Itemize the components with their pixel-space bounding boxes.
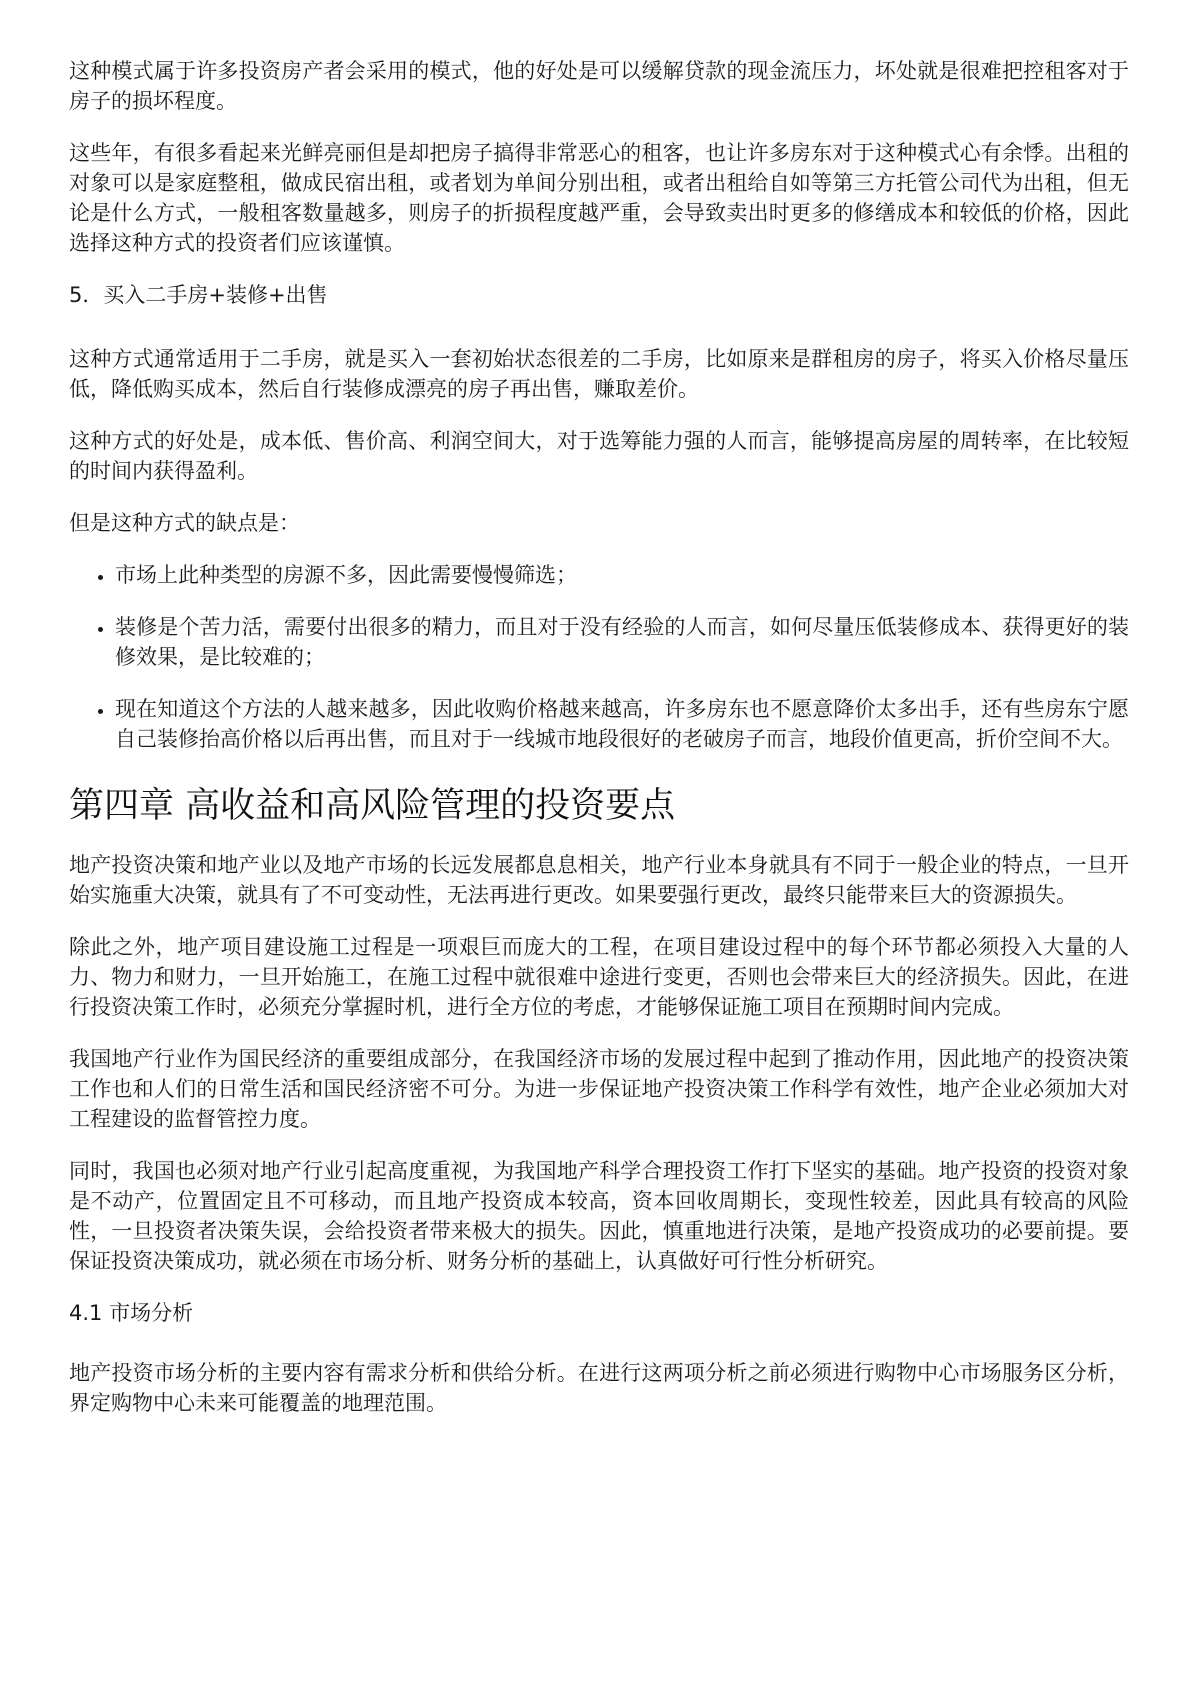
paragraph-market-analysis: 地产投资市场分析的主要内容有需求分析和供给分析。在进行这两项分析之前必须进行购物中心市场服务区分析，界定购物中心未来可能覆盖的地理范围。 [69,1361,1129,1415]
chapter-4-title: 第四章 高收益和高风险管理的投资要点 [69,786,676,826]
section-4-1-heading: 4.1 市场分析 [69,1301,194,1325]
disadvantage-list [69,560,1129,754]
list-item: • 现在知道这个方法的人越来越多，因此收购价格越来越高，许多房东也不愿意降价太多出手，还有些房东宁愿自己装修抬高价格以后再出售，而且对于一线城市地段很好的老破房子而言，地段价值更高，折价空间不大。 [115,694,1129,754]
paragraph-mode-intro: 这种模式属于许多投资房产者会采用的模式，他的好处是可以缓解贷款的现金流压力，坏处就是很难把控租客对于房子的损坏程度。 [69,59,1129,113]
document-page [69,56,1129,1440]
paragraph-item5-disadvantage-lead: 但是这种方式的缺点是： [69,511,300,535]
list-item: • 市场上此种类型的房源不多，因此需要慢慢筛选； [115,560,1129,590]
paragraph-item5-method: 这种方式通常适用于二手房，就是买入一套初始状态很差的二手房，比如原来是群租房的房子，将买入价格尽量压低，降低购买成本，然后自行装修成漂亮的房子再出售，赚取差价。 [69,347,1129,401]
paragraph-ch4-1: 地产投资决策和地产业以及地产市场的长远发展都息息相关，地产行业本身就具有不同于一般企业的特点，一旦开始实施重大决策，就具有了不可变动性，无法再进行更改。如果要强行更改，最终只能带来巨大的资源损失。 [69,853,1129,907]
paragraph-ch4-4: 同时，我国也必须对地产行业引起高度重视，为我国地产科学合理投资工作打下坚实的基础。地产投资的投资对象是不动产，位置固定且不可移动，而且地产投资成本较高，资本回收周期长，变现性较差，因此具有较高的风险性，一旦投资者决策失误，会给投资者带来极大的损失。因此，慎重地进行决策，是地产投资成功的必要前提。要保证投资决策成功，就必须在市场分析、财务分析的基础上，认真做好可行性分析研究。 [69,1159,1129,1273]
paragraph-tenants: 这些年，有很多看起来光鲜亮丽但是却把房子搞得非常恶心的租客，也让许多房东对于这种模式心有余悸。出租的对象可以是家庭整租，做成民宿出租，或者划为单间分别出租，或者出租给自如等第三方托管公司代为出租，但无论是什么方式，一般租客数量越多，则房子的折损程度越严重，会导致卖出时更多的修缮成本和较低的价格，因此选择这种方式的投资者们应该谨慎。 [69,141,1129,255]
paragraph-item5-advantage: 这种方式的好处是，成本低、售价高、利润空间大，对于选筹能力强的人而言，能够提高房屋的周转率，在比较短的时间内获得盈利。 [69,429,1129,483]
paragraph-ch4-2: 除此之外，地产项目建设施工过程是一项艰巨而庞大的工程，在项目建设过程中的每个环节都必须投入大量的人力、物力和财力，一旦开始施工，在施工过程中就很难中途进行变更，否则也会带来巨大的经济损失。因此，在进行投资决策工作时，必须充分掌握时机，进行全方位的考虑，才能够保证施工项目在预期时间内完成。 [69,935,1129,1019]
paragraph-ch4-3: 我国地产行业作为国民经济的重要组成部分，在我国经济市场的发展过程中起到了推动作用，因此地产的投资决策工作也和人们的日常生活和国民经济密不可分。为进一步保证地产投资决策工作科学有效性，地产企业必须加大对工程建设的监督管控力度。 [69,1047,1129,1131]
list-item: • 装修是个苦力活，需要付出很多的精力，而且对于没有经验的人而言，如何尽量压低装修成本、获得更好的装修效果，是比较难的； [115,612,1129,672]
item-5-heading: 5．买入二手房+装修+出售 [69,283,328,307]
